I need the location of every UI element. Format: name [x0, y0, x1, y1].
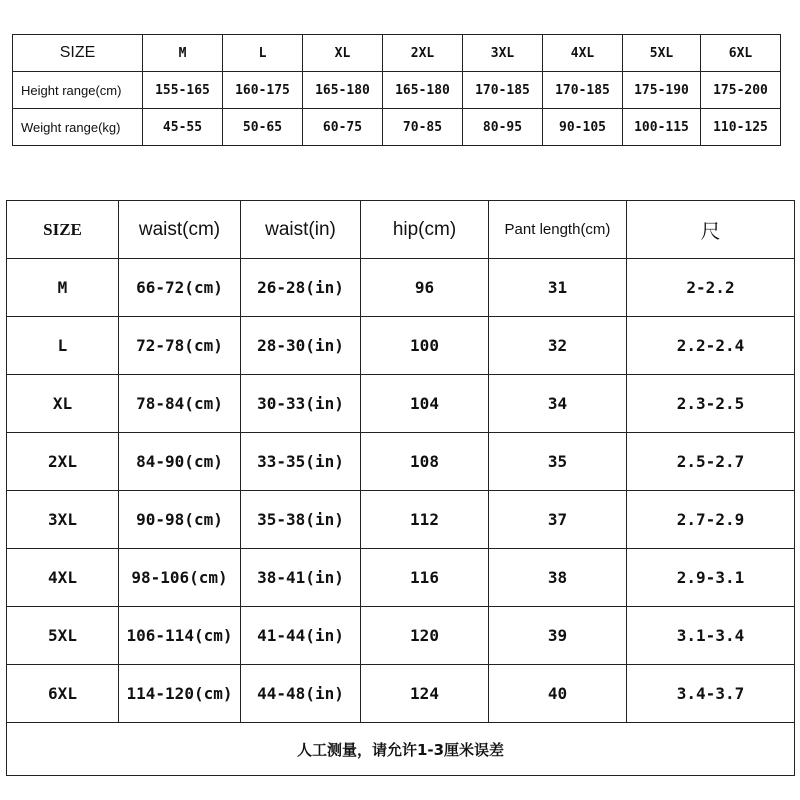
- table-cell: 165-180: [383, 72, 463, 109]
- hip-column-header: hip(cm): [361, 201, 489, 259]
- hip-cell: 104: [361, 375, 489, 433]
- table-row: [7, 549, 795, 607]
- table-row: [7, 375, 795, 433]
- table-row: [7, 433, 795, 491]
- waist-cm-cell: 106-114(cm): [119, 607, 241, 665]
- chi-cell: 2.5-2.7: [627, 433, 795, 491]
- hip-cell: 112: [361, 491, 489, 549]
- waist-in-cell: 44-48(in): [241, 665, 361, 723]
- waist-in-cell: 26-28(in): [241, 259, 361, 317]
- chi-cell: 2.3-2.5: [627, 375, 795, 433]
- table-cell: 90-105: [543, 109, 623, 146]
- table-row: [7, 259, 795, 317]
- size-header: 6XL: [701, 35, 781, 72]
- waist-in-column-header: waist(in): [241, 201, 361, 259]
- size-header: M: [143, 35, 223, 72]
- table-cell: 70-85: [383, 109, 463, 146]
- chi-cell: 3.1-3.4: [627, 607, 795, 665]
- pant-length-cell: 40: [489, 665, 627, 723]
- table-cell: 50-65: [223, 109, 303, 146]
- table-cell: 160-175: [223, 72, 303, 109]
- row-label: Height range(cm): [13, 72, 143, 109]
- waist-cm-column-header: waist(cm): [119, 201, 241, 259]
- pant-length-cell: 37: [489, 491, 627, 549]
- waist-in-cell: 30-33(in): [241, 375, 361, 433]
- pant-length-cell: 31: [489, 259, 627, 317]
- size-cell: 5XL: [7, 607, 119, 665]
- waist-in-cell: 38-41(in): [241, 549, 361, 607]
- table-row: [7, 607, 795, 665]
- size-header: SIZE: [13, 35, 143, 72]
- table-cell: 175-190: [623, 72, 701, 109]
- footer-row: [7, 723, 795, 776]
- table-row: [7, 317, 795, 375]
- waist-in-cell: 41-44(in): [241, 607, 361, 665]
- table-cell: 175-200: [701, 72, 781, 109]
- size-column-header: SIZE: [7, 201, 119, 259]
- size-header: XL: [303, 35, 383, 72]
- size-cell: M: [7, 259, 119, 317]
- pant-length-cell: 39: [489, 607, 627, 665]
- chi-cell: 2.9-3.1: [627, 549, 795, 607]
- table-cell: 45-55: [143, 109, 223, 146]
- waist-in-cell: 28-30(in): [241, 317, 361, 375]
- size-cell: 2XL: [7, 433, 119, 491]
- waist-cm-cell: 72-78(cm): [119, 317, 241, 375]
- measurement-header-row: [7, 201, 795, 259]
- measurement-table: [6, 200, 795, 776]
- pant-length-cell: 34: [489, 375, 627, 433]
- size-header: 5XL: [623, 35, 701, 72]
- table-cell: 170-185: [463, 72, 543, 109]
- size-header: 3XL: [463, 35, 543, 72]
- waist-cm-cell: 98-106(cm): [119, 549, 241, 607]
- chi-column-header: 尺: [627, 201, 795, 259]
- measurement-note: 人工测量，请允许1-3厘米误差: [7, 723, 795, 776]
- table-cell: 155-165: [143, 72, 223, 109]
- size-cell: 6XL: [7, 665, 119, 723]
- pant-length-cell: 38: [489, 549, 627, 607]
- hip-cell: 116: [361, 549, 489, 607]
- table-cell: 165-180: [303, 72, 383, 109]
- height-row: [13, 72, 781, 109]
- size-header: 4XL: [543, 35, 623, 72]
- row-label: Weight range(kg): [13, 109, 143, 146]
- table-cell: 100-115: [623, 109, 701, 146]
- chi-cell: 2-2.2: [627, 259, 795, 317]
- waist-cm-cell: 84-90(cm): [119, 433, 241, 491]
- top-header-row: [13, 35, 781, 72]
- table-cell: 80-95: [463, 109, 543, 146]
- pant-length-cell: 35: [489, 433, 627, 491]
- table-row: [7, 491, 795, 549]
- pant-length-cell: 32: [489, 317, 627, 375]
- measurement-body: [7, 259, 795, 723]
- pant-length-column-header: Pant length(cm): [489, 201, 627, 259]
- waist-cm-cell: 66-72(cm): [119, 259, 241, 317]
- waist-in-cell: 35-38(in): [241, 491, 361, 549]
- height-weight-table: [12, 34, 781, 146]
- hip-cell: 100: [361, 317, 489, 375]
- weight-row: [13, 109, 781, 146]
- waist-cm-cell: 114-120(cm): [119, 665, 241, 723]
- hip-cell: 108: [361, 433, 489, 491]
- hip-cell: 96: [361, 259, 489, 317]
- chi-cell: 3.4-3.7: [627, 665, 795, 723]
- table-cell: 170-185: [543, 72, 623, 109]
- table-cell: 60-75: [303, 109, 383, 146]
- size-cell: 4XL: [7, 549, 119, 607]
- size-cell: 3XL: [7, 491, 119, 549]
- table-row: [7, 665, 795, 723]
- waist-cm-cell: 78-84(cm): [119, 375, 241, 433]
- size-cell: L: [7, 317, 119, 375]
- hip-cell: 120: [361, 607, 489, 665]
- size-header: L: [223, 35, 303, 72]
- waist-in-cell: 33-35(in): [241, 433, 361, 491]
- chi-cell: 2.2-2.4: [627, 317, 795, 375]
- table-cell: 110-125: [701, 109, 781, 146]
- size-cell: XL: [7, 375, 119, 433]
- chi-cell: 2.7-2.9: [627, 491, 795, 549]
- hip-cell: 124: [361, 665, 489, 723]
- waist-cm-cell: 90-98(cm): [119, 491, 241, 549]
- size-header: 2XL: [383, 35, 463, 72]
